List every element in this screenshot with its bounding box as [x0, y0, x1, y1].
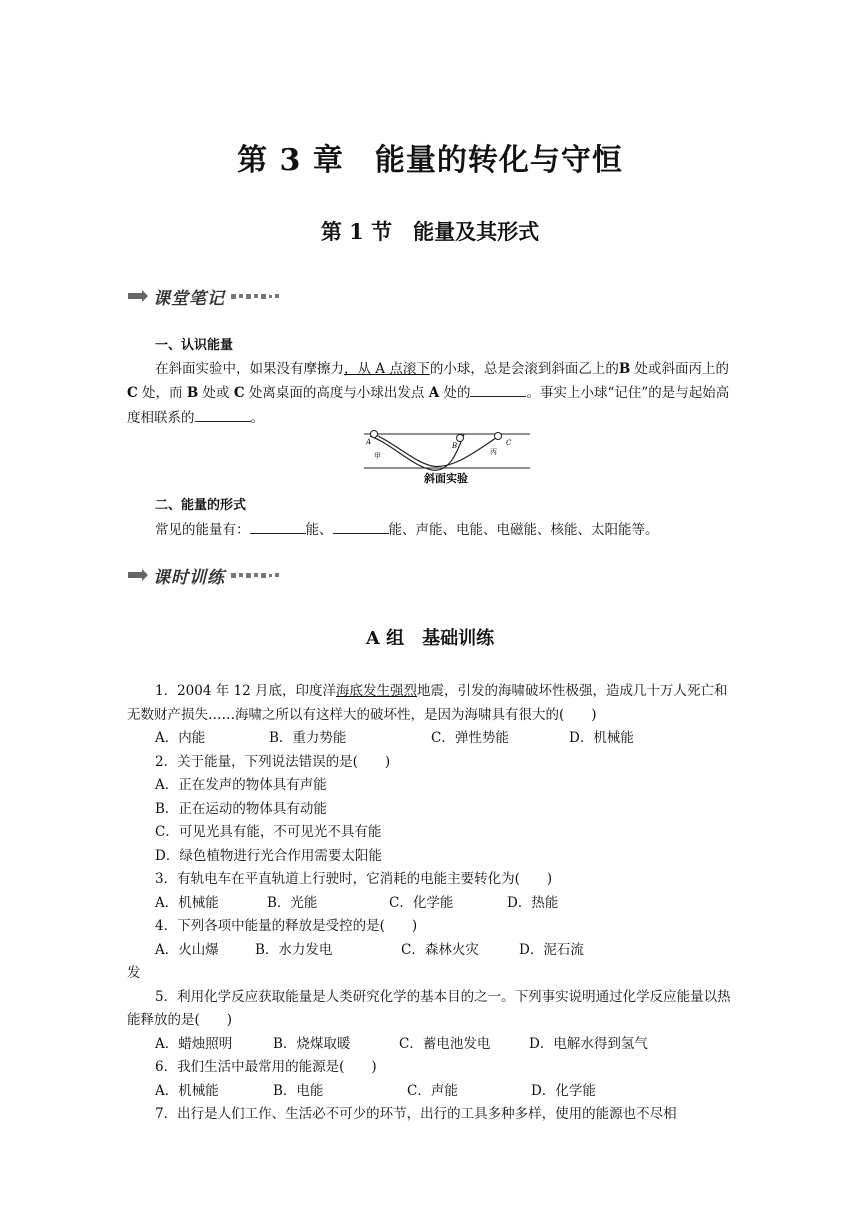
- question-4-stem: 4．下列各项中能量的释放是受控的是( ): [155, 918, 418, 934]
- option: C．蓄电池发电: [399, 1035, 491, 1052]
- option: B．水力发电: [255, 941, 333, 958]
- chapter-title: 第 3 章 能量的转化与守恒: [237, 143, 623, 178]
- option: B．光能: [267, 894, 318, 911]
- question-6-stem: 6．我们生活中最常用的能源是( ): [155, 1059, 377, 1075]
- fig-label-jia: 甲: [374, 452, 381, 460]
- option: C．声能: [407, 1082, 458, 1099]
- fig-label-c: C: [506, 439, 512, 447]
- question-5-stem: 5．利用化学反应获取能量是人类研究化学的基本目的之一。下列事实说明通过化学反应能量以热能释放的是( ): [127, 988, 731, 1028]
- banner-class-notes: [127, 286, 279, 309]
- option: B．烧煤取暖: [273, 1035, 351, 1052]
- option: C．化学能: [389, 894, 454, 911]
- option: B．电能: [273, 1082, 324, 1099]
- banner-label: 课时训练: [153, 567, 225, 588]
- notes-paragraph-1: 在斜面实验中，如果没有摩擦力，从 A 点滚下的小球，总是会滚到斜面乙上的B 处或斜面丙上的 C 处，而 B 处或 C 处离桌面的高度与小球出发点 A 处的 。事实上小球“记住”的是与起始高度相联系的 。: [127, 360, 730, 426]
- question-2-stem: 2．关于能量，下列说法错误的是( ): [155, 753, 391, 770]
- option: A．内能: [155, 730, 206, 746]
- option: D．泥石流: [519, 941, 584, 958]
- question-6-options: [127, 1080, 737, 1104]
- option: D．电解水得到氢气: [529, 1035, 648, 1052]
- option: D．绿色植物进行光合作用需要太阳能: [155, 847, 382, 864]
- option: C．森林火灾: [401, 941, 479, 958]
- figure-caption: 斜面实验: [424, 472, 468, 485]
- option: B．重力势能: [269, 730, 347, 746]
- question-5-options: [127, 1033, 737, 1057]
- option: B．正在运动的物体具有动能: [155, 800, 327, 817]
- option: A．火山爆发: [127, 941, 219, 981]
- section-title: 第 1 节 能量及其形式: [320, 219, 540, 244]
- question-1-stem: 1．2004 年 12 月底，印度洋海底发生强烈地震，引发的海啸破坏性极强，造成几十万人死亡和无数财产损失……海啸之所以有这样大的破坏性，是因为海啸具有很大的( ): [127, 683, 728, 723]
- option: A．正在发声的物体具有声能: [155, 777, 327, 793]
- option: D．化学能: [531, 1082, 596, 1099]
- option: C．弹性势能: [431, 730, 509, 746]
- questions: [127, 680, 737, 1127]
- banner-arrow-icon: [127, 289, 149, 303]
- question-4-options: [127, 939, 737, 986]
- option: D．机械能: [569, 730, 634, 746]
- group-title: A 组 基础训练: [365, 628, 495, 649]
- answer-blank: [333, 518, 389, 534]
- question-1-options: [127, 727, 737, 751]
- banner-class-training: [127, 565, 279, 588]
- banner-arrow-icon: [127, 568, 149, 582]
- option: D．热能: [507, 894, 559, 911]
- slope-experiment-figure: [362, 430, 532, 488]
- fig-label-b: B: [452, 442, 458, 450]
- banner-dots: [231, 294, 279, 299]
- fig-label-a: A: [366, 438, 372, 446]
- question-3-options: [127, 892, 737, 916]
- notes-section-2: [127, 494, 737, 542]
- notes-heading-2: 二、能量的形式: [155, 498, 247, 513]
- answer-blank: [250, 518, 306, 534]
- question-3-stem: 3．有轨电车在平直轨道上行驶时，它消耗的电能主要转化为( ): [155, 871, 553, 887]
- option: C．可见光具有能，不可见光不具有能: [155, 824, 382, 840]
- notes-paragraph-2: 常见的能量有： 能、 能、声能、电能、电磁能、核能、太阳能等。: [127, 518, 737, 543]
- option: A．机械能: [155, 894, 219, 911]
- answer-blank: [195, 406, 251, 422]
- banner-dots: [231, 573, 279, 578]
- question-7-stem: 7．出行是人们工作、生活必不可少的环节，出行的工具多种多样，使用的能源也不尽相: [155, 1106, 677, 1122]
- notes-heading-1: 一、认识能量: [155, 338, 234, 353]
- answer-blank: [470, 381, 526, 397]
- notes-section: [127, 334, 737, 430]
- fig-label-bing: 丙: [490, 448, 497, 456]
- option: A．机械能: [155, 1082, 219, 1099]
- banner-label: 课堂笔记: [153, 288, 225, 309]
- option: A．蜡烛照明: [155, 1035, 233, 1052]
